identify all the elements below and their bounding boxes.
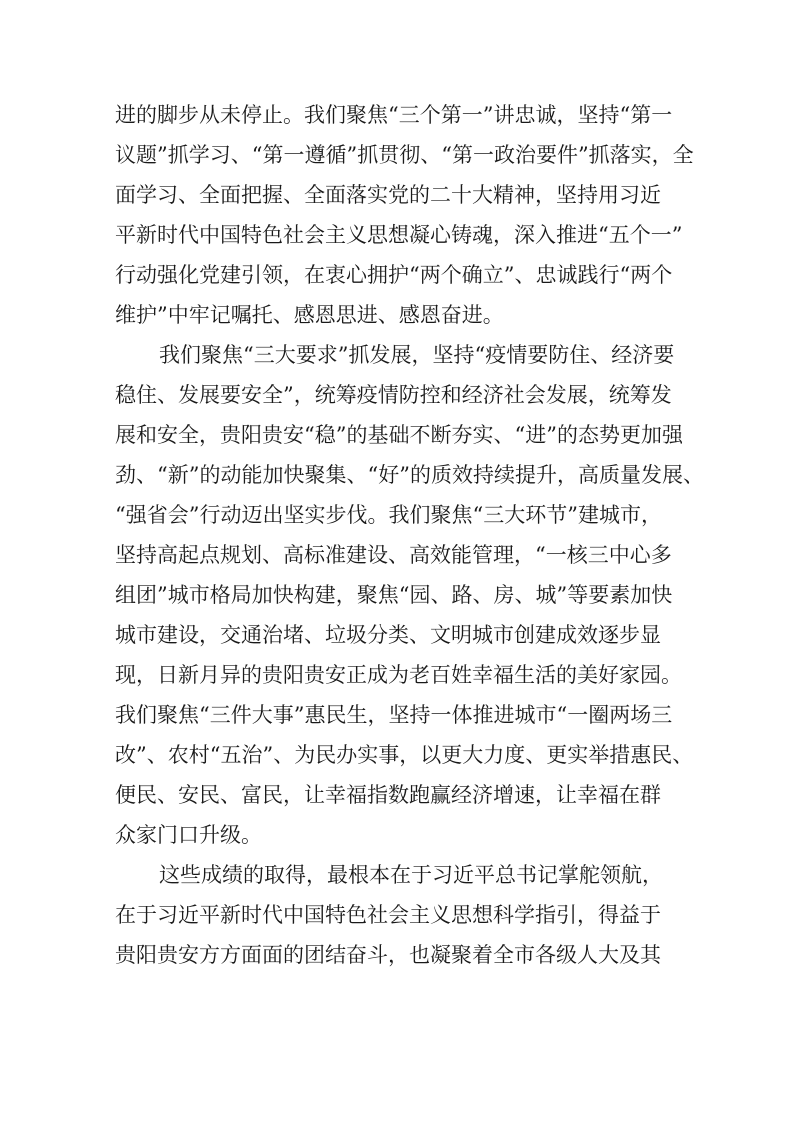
text-line: 坚持高起点规划、高标准建设、高效能管理，“一核三中心多 xyxy=(115,543,672,567)
text-line: 行动强化党建引领，在衷心拥护“两个确立”、忠诚践行“两个 xyxy=(115,263,673,287)
text-line: 进的脚步从未停止。我们聚焦“三个第一”讲忠诚，坚持“第一 xyxy=(115,103,673,127)
text-line: 平新时代中国特色社会主义思想凝心铸魂，深入推进“五个一” xyxy=(115,223,683,247)
text-line: 我们聚焦“三大要求”抓发展，坚持“疫情要防住、经济要 xyxy=(159,343,675,367)
text-line: 组团”城市格局加快构建，聚焦“园、路、房、城”等要素加快 xyxy=(115,583,673,607)
text-line: 改”、农村“五治”、为民办实事，以更大力度、更实举措惠民、 xyxy=(115,743,694,767)
document-body xyxy=(115,95,704,975)
text-line: 面学习、全面把握、全面落实党的二十大精神，坚持用习近 xyxy=(115,183,661,207)
text-line: 城市建设，交通治堵、垃圾分类、文明城市创建成效逐步显 xyxy=(115,623,661,647)
paragraph-2 xyxy=(115,335,704,855)
paragraph-3 xyxy=(115,855,690,975)
text-line: “强省会”行动迈出坚实步伐。我们聚焦“三大环节”建城市， xyxy=(115,503,662,527)
text-line: 维护”中牢记嘱托、感恩思进、感恩奋进。 xyxy=(115,303,504,327)
text-line: 这些成绩的取得，最根本在于习近平总书记掌舵领航， xyxy=(159,863,663,887)
text-line: 便民、安民、富民，让幸福指数跑赢经济增速，让幸福在群 xyxy=(115,783,661,807)
text-line: 我们聚焦“三件大事”惠民生，坚持一体推进城市“一圈两场三 xyxy=(115,703,673,727)
text-line: 众家门口升级。 xyxy=(115,823,262,847)
text-line: 在于习近平新时代中国特色社会主义思想科学指引，得益于 xyxy=(115,903,661,927)
paragraph-1 xyxy=(115,95,694,335)
text-line: 议题”抓学习、“第一遵循”抓贯彻、“第一政治要件”抓落实，全 xyxy=(115,143,694,167)
text-line: 贵阳贵安方方面面的团结奋斗，也凝聚着全市各级人大及其 xyxy=(115,943,661,967)
text-line: 劲、“新”的动能加快聚集、“好”的质效持续提升，高质量发展、 xyxy=(115,463,704,487)
text-line: 展和安全，贵阳贵安“稳”的基础不断夯实、“进”的态势更加强 xyxy=(115,423,683,447)
text-line: 现，日新月异的贵阳贵安正成为老百姓幸福生活的美好家园。 xyxy=(115,663,682,687)
text-line: 稳住、发展要安全”，统筹疫情防控和经济社会发展，统筹发 xyxy=(115,383,672,407)
